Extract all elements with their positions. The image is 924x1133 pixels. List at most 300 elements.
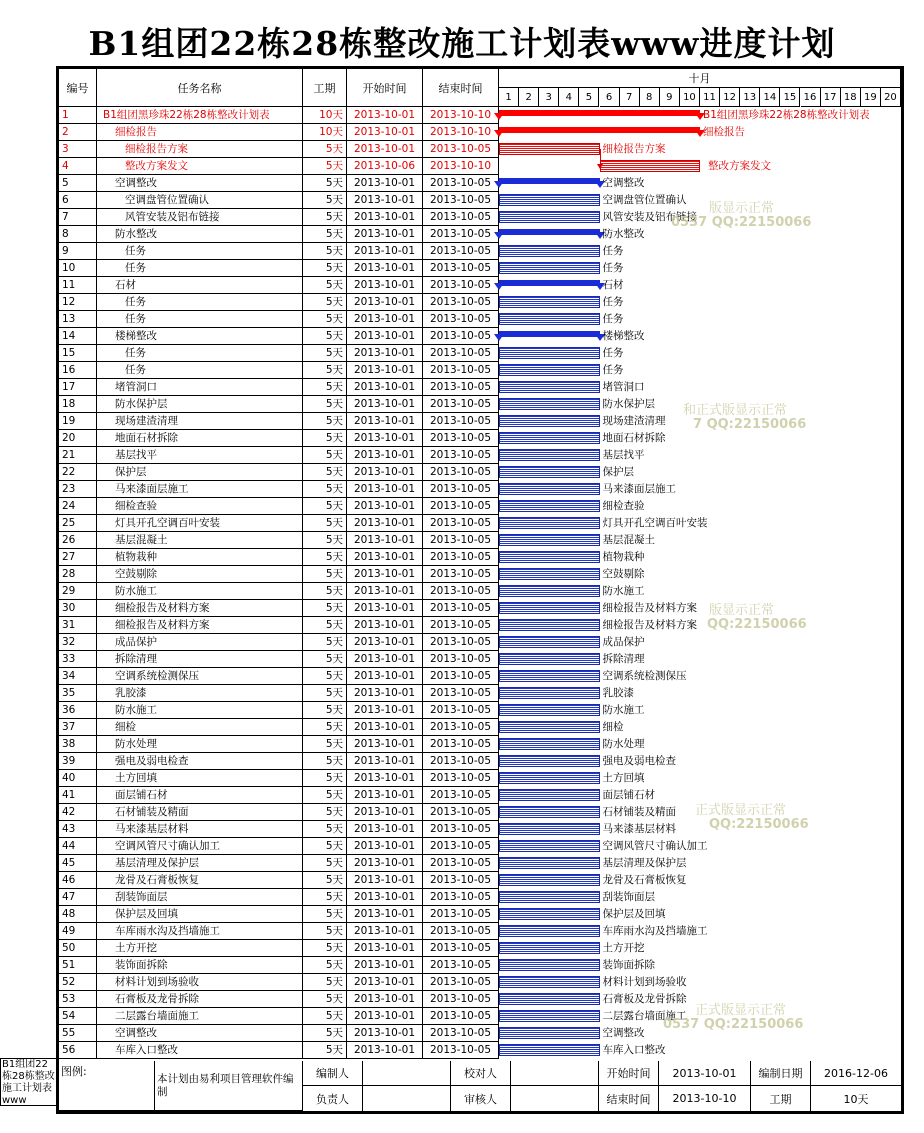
bar-label: 马来漆面层施工 bbox=[602, 483, 676, 495]
summary-bar[interactable] bbox=[499, 331, 600, 337]
critical-task-bar[interactable] bbox=[600, 160, 701, 172]
task-start: 2013-10-01 bbox=[347, 464, 423, 481]
task-bar[interactable] bbox=[499, 738, 600, 750]
table-row[interactable] bbox=[59, 481, 901, 498]
table-row[interactable] bbox=[59, 345, 901, 362]
task-bar[interactable] bbox=[499, 398, 600, 410]
task-id: 16 bbox=[59, 362, 97, 379]
bar-label: 拆除清理 bbox=[602, 653, 645, 665]
task-bar[interactable] bbox=[499, 381, 600, 393]
task-id: 25 bbox=[59, 515, 97, 532]
table-row[interactable] bbox=[59, 583, 901, 600]
summary-bar[interactable] bbox=[499, 280, 600, 286]
task-name: 土方回填 bbox=[97, 770, 303, 787]
task-duration: 5天 bbox=[303, 872, 347, 889]
task-end: 2013-10-05 bbox=[423, 192, 499, 209]
task-id: 12 bbox=[59, 294, 97, 311]
task-id: 17 bbox=[59, 379, 97, 396]
task-start: 2013-10-01 bbox=[347, 328, 423, 345]
task-id: 47 bbox=[59, 889, 97, 906]
task-bar[interactable] bbox=[499, 806, 600, 818]
bar-label: 风管安装及铝布链接 bbox=[602, 211, 697, 223]
task-name: 装饰面拆除 bbox=[97, 957, 303, 974]
table-row[interactable] bbox=[59, 889, 901, 906]
task-end: 2013-10-05 bbox=[423, 328, 499, 345]
task-duration: 5天 bbox=[303, 804, 347, 821]
task-duration: 5天 bbox=[303, 192, 347, 209]
task-end: 2013-10-05 bbox=[423, 889, 499, 906]
task-id: 55 bbox=[59, 1025, 97, 1042]
summary-start-marker bbox=[494, 113, 504, 120]
task-id: 53 bbox=[59, 991, 97, 1008]
task-bar[interactable] bbox=[499, 772, 600, 784]
task-bar[interactable] bbox=[499, 789, 600, 801]
watermark-text: 版显示正常 bbox=[709, 603, 775, 618]
task-duration: 5天 bbox=[303, 430, 347, 447]
bar-label: 灯具开孔空调百叶安装 bbox=[602, 517, 708, 529]
table-row[interactable] bbox=[59, 736, 901, 753]
checker-value[interactable] bbox=[511, 1061, 599, 1086]
task-start: 2013-10-01 bbox=[347, 124, 423, 141]
task-bar[interactable] bbox=[499, 857, 600, 869]
task-end: 2013-10-05 bbox=[423, 804, 499, 821]
task-id: 26 bbox=[59, 532, 97, 549]
watermark-text: QQ:22150066 bbox=[709, 817, 809, 832]
task-duration: 5天 bbox=[303, 277, 347, 294]
task-bar[interactable] bbox=[499, 415, 600, 427]
task-id: 24 bbox=[59, 498, 97, 515]
task-bar[interactable] bbox=[499, 653, 600, 665]
table-row[interactable] bbox=[59, 940, 901, 957]
task-bar[interactable] bbox=[499, 602, 600, 614]
task-end: 2013-10-05 bbox=[423, 226, 499, 243]
task-bar[interactable] bbox=[499, 568, 600, 580]
table-row[interactable] bbox=[59, 685, 901, 702]
task-bar[interactable] bbox=[499, 925, 600, 937]
task-start: 2013-10-01 bbox=[347, 821, 423, 838]
task-start: 2013-10-01 bbox=[347, 991, 423, 1008]
bar-label: 防水处理 bbox=[602, 738, 645, 750]
table-row[interactable] bbox=[59, 532, 901, 549]
task-end: 2013-10-05 bbox=[423, 209, 499, 226]
date-value: 2016-12-06 bbox=[811, 1061, 901, 1086]
task-start: 2013-10-01 bbox=[347, 481, 423, 498]
task-id: 2 bbox=[59, 124, 97, 141]
task-name: 任务 bbox=[97, 311, 303, 328]
task-end: 2013-10-05 bbox=[423, 787, 499, 804]
table-row[interactable] bbox=[59, 328, 901, 345]
task-id: 43 bbox=[59, 821, 97, 838]
task-end: 2013-10-05 bbox=[423, 991, 499, 1008]
task-end: 2013-10-05 bbox=[423, 243, 499, 260]
task-duration: 5天 bbox=[303, 855, 347, 872]
task-end: 2013-10-05 bbox=[423, 685, 499, 702]
watermark-text: QQ:22150066 bbox=[707, 617, 807, 632]
task-end: 2013-10-05 bbox=[423, 770, 499, 787]
bar-label: 刮装饰面层 bbox=[602, 891, 655, 903]
task-start: 2013-10-01 bbox=[347, 566, 423, 583]
task-name: 车库入口整改 bbox=[97, 1042, 303, 1059]
task-id: 36 bbox=[59, 702, 97, 719]
task-end: 2013-10-05 bbox=[423, 294, 499, 311]
task-bar[interactable] bbox=[499, 517, 600, 529]
task-bar[interactable] bbox=[499, 1044, 600, 1056]
summary-bar[interactable] bbox=[499, 127, 700, 133]
task-bar[interactable] bbox=[499, 755, 600, 767]
table-row[interactable] bbox=[59, 668, 901, 685]
table-row[interactable] bbox=[59, 430, 901, 447]
table-row[interactable] bbox=[59, 192, 901, 209]
task-name: 细检报告及材料方案 bbox=[97, 600, 303, 617]
task-bar[interactable] bbox=[499, 483, 600, 495]
watermark-text: 正式版显示正常 bbox=[695, 803, 787, 818]
task-duration: 5天 bbox=[303, 447, 347, 464]
task-bar[interactable] bbox=[499, 211, 600, 223]
task-start: 2013-10-01 bbox=[347, 685, 423, 702]
task-end: 2013-10-05 bbox=[423, 515, 499, 532]
table-row[interactable] bbox=[59, 1042, 901, 1059]
task-id: 18 bbox=[59, 396, 97, 413]
task-id: 8 bbox=[59, 226, 97, 243]
task-id: 28 bbox=[59, 566, 97, 583]
date-label: 编制日期 bbox=[751, 1061, 811, 1086]
task-bar[interactable] bbox=[499, 908, 600, 920]
task-end: 2013-10-05 bbox=[423, 566, 499, 583]
summary-bar[interactable] bbox=[499, 178, 600, 184]
table-row[interactable] bbox=[59, 464, 901, 481]
table-row[interactable] bbox=[59, 906, 901, 923]
critical-task-bar[interactable] bbox=[499, 143, 600, 155]
table-row[interactable] bbox=[59, 124, 901, 141]
table-row[interactable] bbox=[59, 158, 901, 175]
summary-bar[interactable] bbox=[499, 110, 700, 116]
reviewer-value[interactable] bbox=[511, 1086, 599, 1111]
task-start: 2013-10-01 bbox=[347, 1042, 423, 1059]
task-bar[interactable] bbox=[499, 823, 600, 835]
task-bar[interactable] bbox=[499, 500, 600, 512]
task-duration: 5天 bbox=[303, 702, 347, 719]
table-row[interactable] bbox=[59, 447, 901, 464]
task-duration: 5天 bbox=[303, 209, 347, 226]
day-7: 7 bbox=[620, 88, 640, 107]
task-start: 2013-10-01 bbox=[347, 753, 423, 770]
task-duration: 5天 bbox=[303, 906, 347, 923]
table-row[interactable] bbox=[59, 600, 901, 617]
day-3: 3 bbox=[539, 88, 559, 107]
bar-label: B1组团黑珍珠22栋28栋整改计划表 bbox=[703, 109, 870, 121]
task-bar[interactable] bbox=[499, 636, 600, 648]
task-bar[interactable] bbox=[499, 262, 600, 274]
task-id: 6 bbox=[59, 192, 97, 209]
bar-label: 基层混凝土 bbox=[602, 534, 655, 546]
task-name: 楼梯整改 bbox=[97, 328, 303, 345]
task-name: 任务 bbox=[97, 345, 303, 362]
task-id: 30 bbox=[59, 600, 97, 617]
task-end: 2013-10-10 bbox=[423, 158, 499, 175]
task-bar[interactable] bbox=[499, 534, 600, 546]
task-start: 2013-10-01 bbox=[347, 600, 423, 617]
table-row[interactable] bbox=[59, 498, 901, 515]
task-start: 2013-10-06 bbox=[347, 158, 423, 175]
task-duration: 5天 bbox=[303, 753, 347, 770]
task-end: 2013-10-05 bbox=[423, 974, 499, 991]
task-name: 基层混凝土 bbox=[97, 532, 303, 549]
task-name: 防水保护层 bbox=[97, 396, 303, 413]
task-end: 2013-10-05 bbox=[423, 753, 499, 770]
table-row[interactable] bbox=[59, 107, 901, 124]
table-row[interactable] bbox=[59, 753, 901, 770]
day-16: 16 bbox=[801, 88, 821, 107]
compiler-value[interactable] bbox=[363, 1061, 451, 1086]
task-bar[interactable] bbox=[499, 364, 600, 376]
task-start: 2013-10-01 bbox=[347, 175, 423, 192]
task-bar[interactable] bbox=[499, 449, 600, 461]
bar-label: 防水施工 bbox=[602, 704, 645, 716]
task-bar[interactable] bbox=[499, 432, 600, 444]
watermark-text: 0537 QQ:22150066 bbox=[663, 1017, 804, 1032]
bar-label: 细检报告 bbox=[703, 126, 745, 138]
task-duration: 5天 bbox=[303, 141, 347, 158]
task-id: 27 bbox=[59, 549, 97, 566]
task-id: 35 bbox=[59, 685, 97, 702]
task-duration: 5天 bbox=[303, 651, 347, 668]
task-end: 2013-10-05 bbox=[423, 617, 499, 634]
task-name: 空调风管尺寸确认加工 bbox=[97, 838, 303, 855]
task-start: 2013-10-01 bbox=[347, 889, 423, 906]
task-bar[interactable] bbox=[499, 891, 600, 903]
task-id: 5 bbox=[59, 175, 97, 192]
table-row[interactable] bbox=[59, 702, 901, 719]
task-duration: 5天 bbox=[303, 600, 347, 617]
task-end: 2013-10-05 bbox=[423, 260, 499, 277]
task-end: 2013-10-05 bbox=[423, 821, 499, 838]
header-end: 结束时间 bbox=[423, 69, 499, 107]
table-row[interactable] bbox=[59, 311, 901, 328]
table-row[interactable] bbox=[59, 974, 901, 991]
table-row[interactable] bbox=[59, 923, 901, 940]
bar-label: 防水整改 bbox=[602, 228, 645, 240]
table-row[interactable] bbox=[59, 651, 901, 668]
task-duration: 5天 bbox=[303, 974, 347, 991]
day-4: 4 bbox=[559, 88, 579, 107]
task-start: 2013-10-01 bbox=[347, 209, 423, 226]
task-bar[interactable] bbox=[499, 687, 600, 699]
bar-label: 防水保护层 bbox=[602, 398, 655, 410]
task-name: 细检 bbox=[97, 719, 303, 736]
task-bar[interactable] bbox=[499, 313, 600, 325]
task-name: 堵管洞口 bbox=[97, 379, 303, 396]
task-bar[interactable] bbox=[499, 942, 600, 954]
task-start: 2013-10-01 bbox=[347, 430, 423, 447]
task-duration: 5天 bbox=[303, 566, 347, 583]
day-20: 20 bbox=[881, 88, 901, 107]
task-bar[interactable] bbox=[499, 840, 600, 852]
task-end: 2013-10-05 bbox=[423, 634, 499, 651]
day-15: 15 bbox=[780, 88, 800, 107]
task-start: 2013-10-01 bbox=[347, 515, 423, 532]
task-start: 2013-10-01 bbox=[347, 957, 423, 974]
task-duration: 5天 bbox=[303, 838, 347, 855]
task-bar[interactable] bbox=[499, 721, 600, 733]
task-duration: 5天 bbox=[303, 243, 347, 260]
task-end: 2013-10-05 bbox=[423, 668, 499, 685]
table-row[interactable] bbox=[59, 872, 901, 889]
task-end: 2013-10-05 bbox=[423, 1008, 499, 1025]
task-duration: 5天 bbox=[303, 515, 347, 532]
table-row[interactable] bbox=[59, 957, 901, 974]
day-18: 18 bbox=[841, 88, 861, 107]
task-bar[interactable] bbox=[499, 466, 600, 478]
table-row[interactable] bbox=[59, 855, 901, 872]
task-duration: 5天 bbox=[303, 158, 347, 175]
table-row[interactable] bbox=[59, 277, 901, 294]
bar-label: 整改方案发文 bbox=[708, 160, 771, 172]
table-row[interactable] bbox=[59, 566, 901, 583]
task-start: 2013-10-01 bbox=[347, 770, 423, 787]
task-end: 2013-10-05 bbox=[423, 872, 499, 889]
summary-start-marker bbox=[494, 232, 504, 239]
task-name: 灯具开孔空调百叶安装 bbox=[97, 515, 303, 532]
checker-label: 校对人 bbox=[451, 1061, 511, 1086]
task-bar[interactable] bbox=[499, 245, 600, 257]
day-10: 10 bbox=[680, 88, 700, 107]
task-start: 2013-10-01 bbox=[347, 532, 423, 549]
task-start: 2013-10-01 bbox=[347, 226, 423, 243]
table-row[interactable] bbox=[59, 634, 901, 651]
task-end: 2013-10-05 bbox=[423, 141, 499, 158]
task-duration: 5天 bbox=[303, 345, 347, 362]
bar-label: 马来漆基层材料 bbox=[602, 823, 676, 835]
task-end: 2013-10-05 bbox=[423, 1042, 499, 1059]
task-duration: 5天 bbox=[303, 991, 347, 1008]
summary-bar[interactable] bbox=[499, 229, 600, 235]
task-name: 风管安装及铝布链接 bbox=[97, 209, 303, 226]
task-duration: 5天 bbox=[303, 328, 347, 345]
table-row[interactable] bbox=[59, 770, 901, 787]
table-row[interactable] bbox=[59, 515, 901, 532]
task-id: 54 bbox=[59, 1008, 97, 1025]
table-row[interactable] bbox=[59, 838, 901, 855]
task-name: 防水处理 bbox=[97, 736, 303, 753]
task-id: 33 bbox=[59, 651, 97, 668]
table-row[interactable] bbox=[59, 294, 901, 311]
task-bar[interactable] bbox=[499, 296, 600, 308]
task-bar[interactable] bbox=[499, 993, 600, 1005]
bar-label: 土方开挖 bbox=[602, 942, 645, 954]
task-duration: 5天 bbox=[303, 736, 347, 753]
summary-start-marker bbox=[494, 130, 504, 137]
task-id: 51 bbox=[59, 957, 97, 974]
task-duration: 5天 bbox=[303, 617, 347, 634]
owner-label: 负责人 bbox=[303, 1086, 363, 1111]
table-row[interactable] bbox=[59, 141, 901, 158]
table-row[interactable] bbox=[59, 379, 901, 396]
task-duration: 5天 bbox=[303, 1042, 347, 1059]
task-end: 2013-10-05 bbox=[423, 855, 499, 872]
table-row[interactable] bbox=[59, 719, 901, 736]
task-bar[interactable] bbox=[499, 959, 600, 971]
bar-label: 堵管洞口 bbox=[602, 381, 645, 393]
task-id: 13 bbox=[59, 311, 97, 328]
task-bar[interactable] bbox=[499, 194, 600, 206]
task-bar[interactable] bbox=[499, 585, 600, 597]
task-bar[interactable] bbox=[499, 976, 600, 988]
task-end: 2013-10-05 bbox=[423, 719, 499, 736]
task-id: 42 bbox=[59, 804, 97, 821]
task-name: 龙骨及石膏板恢复 bbox=[97, 872, 303, 889]
task-id: 31 bbox=[59, 617, 97, 634]
task-name: 细检报告方案 bbox=[97, 141, 303, 158]
day-13: 13 bbox=[740, 88, 760, 107]
summary-start-marker bbox=[494, 181, 504, 188]
bar-label: 面层铺石材 bbox=[602, 789, 655, 801]
task-end: 2013-10-05 bbox=[423, 532, 499, 549]
task-id: 46 bbox=[59, 872, 97, 889]
day-1: 1 bbox=[499, 88, 519, 107]
task-bar[interactable] bbox=[499, 704, 600, 716]
bar-label: 细检报告及材料方案 bbox=[602, 602, 697, 614]
task-name: 细检报告 bbox=[97, 124, 303, 141]
task-bar[interactable] bbox=[499, 874, 600, 886]
task-name: 刮装饰面层 bbox=[97, 889, 303, 906]
bar-label: 成品保护 bbox=[602, 636, 645, 648]
bar-label: 空调盘管位置确认 bbox=[602, 194, 687, 206]
table-row[interactable] bbox=[59, 243, 901, 260]
task-start: 2013-10-01 bbox=[347, 141, 423, 158]
table-row[interactable] bbox=[59, 549, 901, 566]
table-row[interactable] bbox=[59, 175, 901, 192]
task-id: 45 bbox=[59, 855, 97, 872]
task-end: 2013-10-05 bbox=[423, 345, 499, 362]
task-id: 21 bbox=[59, 447, 97, 464]
task-name: 石材铺装及精面 bbox=[97, 804, 303, 821]
task-name: 空调盘管位置确认 bbox=[97, 192, 303, 209]
bar-label: 石材铺装及精面 bbox=[602, 806, 676, 818]
end-value: 2013-10-10 bbox=[659, 1086, 751, 1111]
task-name: 马来漆基层材料 bbox=[97, 821, 303, 838]
task-start: 2013-10-01 bbox=[347, 906, 423, 923]
task-id: 22 bbox=[59, 464, 97, 481]
bar-label: 任务 bbox=[602, 296, 624, 308]
task-duration: 10天 bbox=[303, 124, 347, 141]
task-bar[interactable] bbox=[499, 670, 600, 682]
task-end: 2013-10-05 bbox=[423, 736, 499, 753]
day-12: 12 bbox=[720, 88, 740, 107]
task-bar[interactable] bbox=[499, 1027, 600, 1039]
task-id: 7 bbox=[59, 209, 97, 226]
bar-label: 空调整改 bbox=[602, 1027, 645, 1039]
task-name: 细检查验 bbox=[97, 498, 303, 515]
task-bar[interactable] bbox=[499, 1010, 600, 1022]
task-duration: 5天 bbox=[303, 549, 347, 566]
task-bar[interactable] bbox=[499, 347, 600, 359]
duration-label: 工期 bbox=[751, 1086, 811, 1111]
task-start: 2013-10-01 bbox=[347, 362, 423, 379]
bar-label: 车库雨水沟及挡墙施工 bbox=[602, 925, 708, 937]
owner-value[interactable] bbox=[363, 1086, 451, 1111]
task-start: 2013-10-01 bbox=[347, 651, 423, 668]
task-bar[interactable] bbox=[499, 551, 600, 563]
task-end: 2013-10-05 bbox=[423, 600, 499, 617]
bar-label: 空调风管尺寸确认加工 bbox=[602, 840, 708, 852]
table-row[interactable] bbox=[59, 362, 901, 379]
task-end: 2013-10-05 bbox=[423, 379, 499, 396]
task-bar[interactable] bbox=[499, 619, 600, 631]
task-name: 地面石材拆除 bbox=[97, 430, 303, 447]
task-name: 材料计划到场验收 bbox=[97, 974, 303, 991]
table-row[interactable] bbox=[59, 260, 901, 277]
task-name: 防水整改 bbox=[97, 226, 303, 243]
